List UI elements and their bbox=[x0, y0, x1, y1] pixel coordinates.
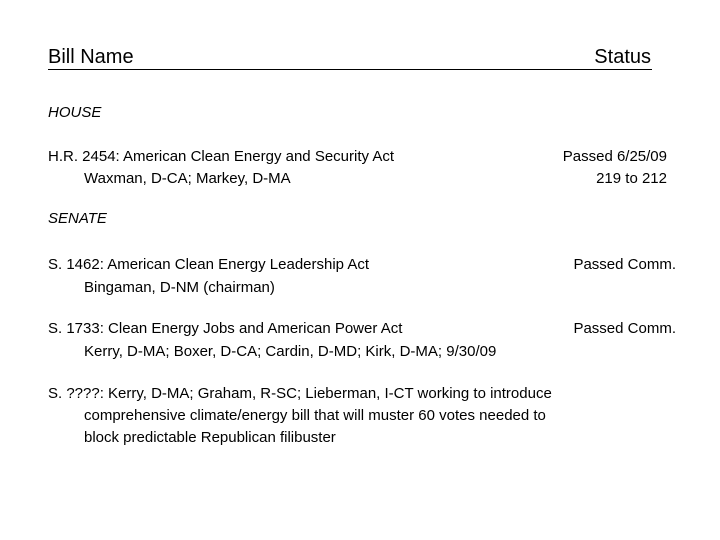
status-header: Status bbox=[594, 46, 651, 68]
bill-s1462-sponsors: Bingaman, D-NM (chairman) bbox=[84, 279, 275, 296]
bill-s1733-sponsors: Kerry, D-MA; Boxer, D-CA; Cardin, D-MD; Kirk, D-MA; 9/30/09 bbox=[84, 343, 497, 360]
bill-hr2454-status: Passed 6/25/09 bbox=[562, 148, 667, 165]
section-senate-label: SENATE bbox=[48, 210, 107, 227]
bill-unnumbered-line2: comprehensive climate/energy bill that will muster 60 votes needed to bbox=[84, 407, 546, 424]
bill-unnumbered-line3: block predictable Republican filibuster bbox=[84, 429, 336, 446]
section-house-label: HOUSE bbox=[48, 104, 102, 121]
bill-s1462-title: S. 1462: American Clean Energy Leadership Act bbox=[48, 256, 370, 273]
bill-s1733-status: Passed Comm. bbox=[573, 320, 676, 337]
bill-hr2454-vote: 219 to 212 bbox=[596, 170, 667, 187]
bill-s1462-status: Passed Comm. bbox=[573, 256, 676, 273]
bill-s1733-title: S. 1733: Clean Energy Jobs and American Power Act bbox=[48, 320, 403, 337]
bill-unnumbered-title: S. ????: Kerry, D-MA; Graham, R-SC; Lieberman, I-CT working to introduce bbox=[48, 385, 552, 402]
bill-name-header: Bill Name bbox=[48, 46, 134, 68]
header-underline bbox=[48, 69, 652, 70]
bill-hr2454-title: H.R. 2454: American Clean Energy and Security Act bbox=[48, 148, 395, 165]
bill-hr2454-sponsors: Waxman, D-CA; Markey, D-MA bbox=[84, 170, 291, 187]
